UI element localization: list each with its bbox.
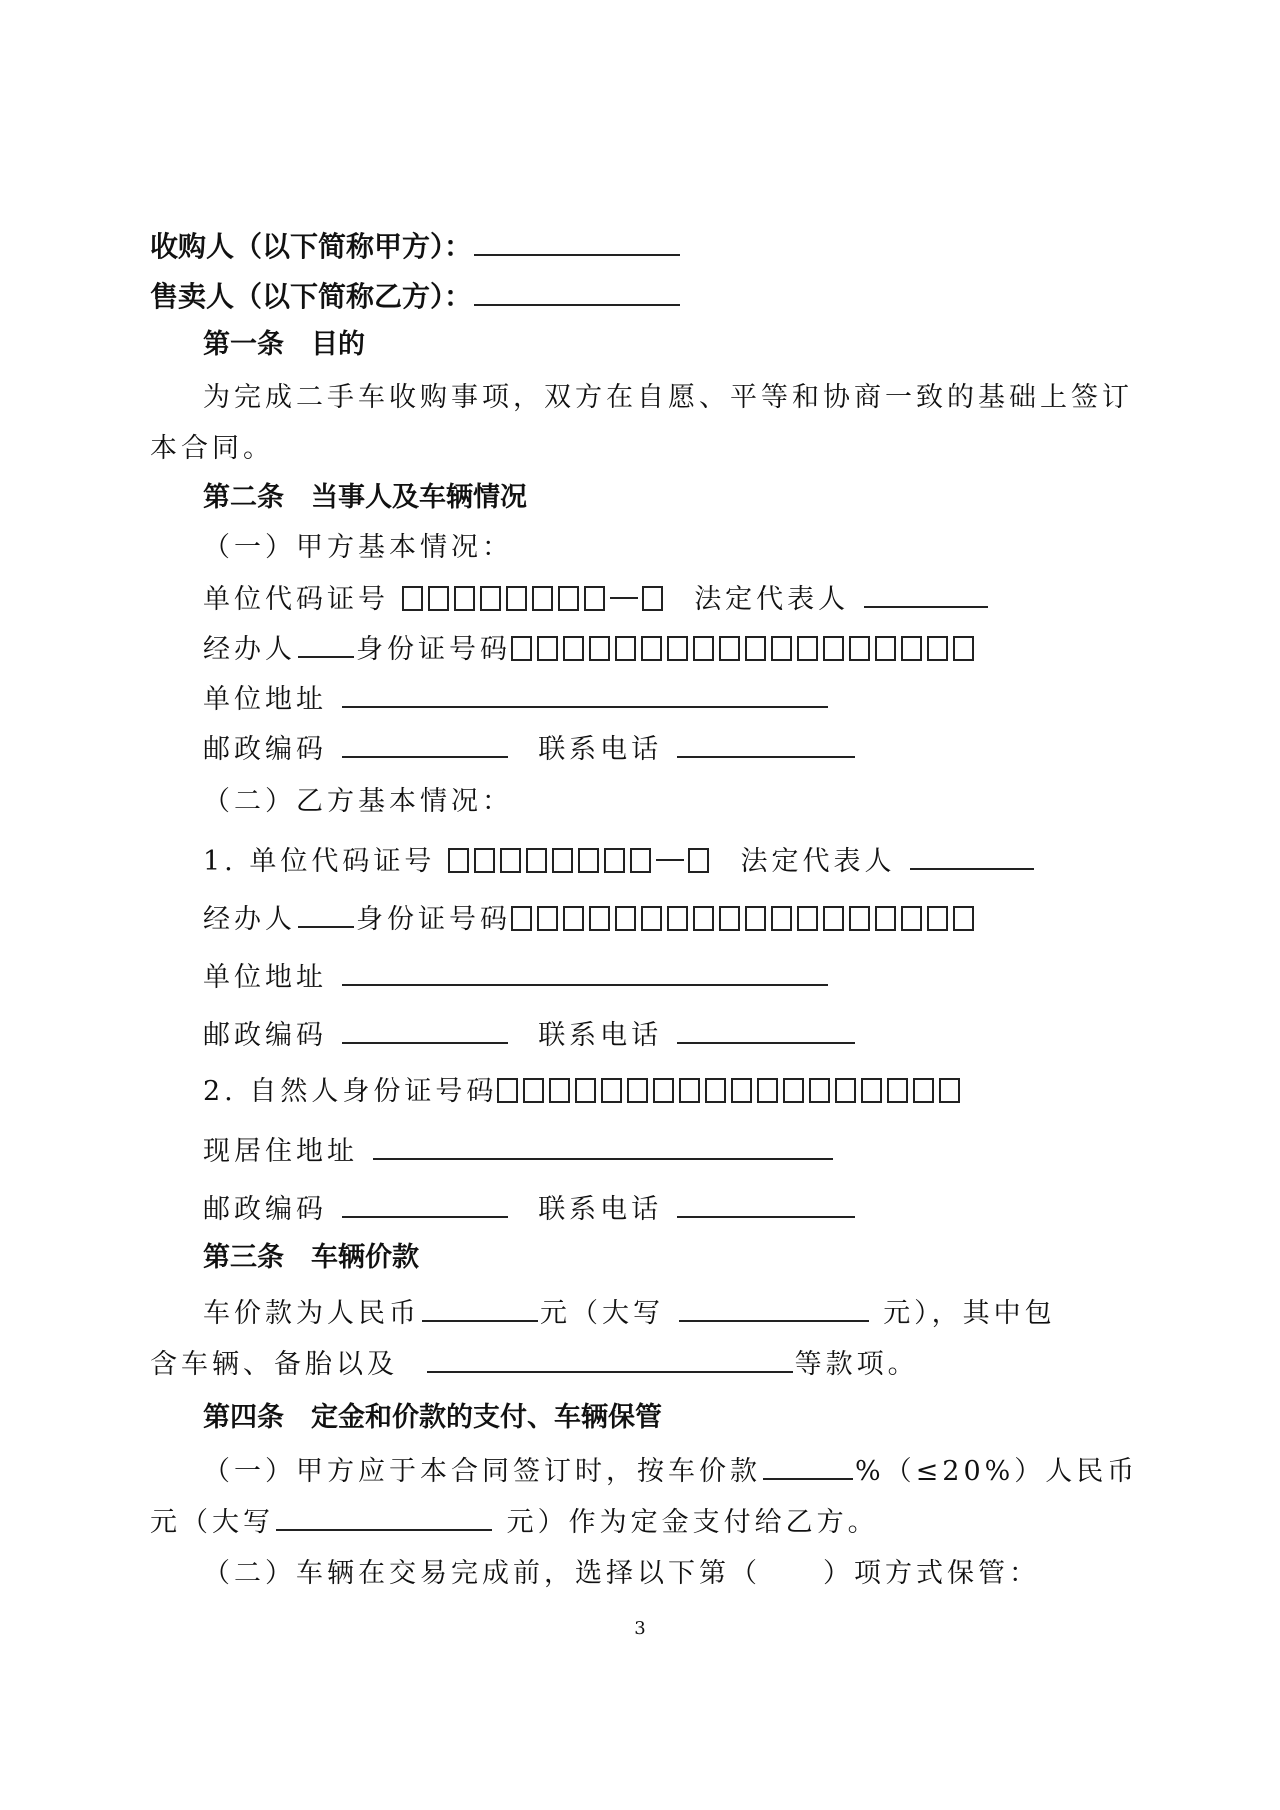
custody-option-label: （二）车辆在交易完成前，选择以下第（ ）项方式保管： <box>203 1558 1040 1589</box>
article3-title: 第三条 车辆价款 <box>203 1242 419 1273</box>
party-b-natural-id-boxes[interactable] <box>497 1076 965 1107</box>
party-b-postcode2-blank[interactable] <box>342 1190 508 1218</box>
party-b-org-code-label: 1. 单位代码证号 <box>203 846 436 877</box>
party-b-phone-blank[interactable] <box>677 1016 855 1044</box>
party-a-phone-label: 联系电话 <box>538 734 663 765</box>
party-a-handler-line <box>203 630 979 666</box>
article1-title: 第一条 目的 <box>203 329 365 360</box>
party-b-postcode-label: 邮政编码 <box>203 1020 327 1051</box>
party-a-heading: （一）甲方基本情况： <box>203 532 513 563</box>
price-amount-blank[interactable] <box>422 1294 538 1322</box>
party-b-handler-blank[interactable] <box>298 900 354 928</box>
party-a-phone-blank[interactable] <box>677 730 855 758</box>
party-b-natural-id-line <box>203 1074 965 1110</box>
buyer-line <box>150 228 682 264</box>
party-b-heading: （二）乙方基本情况： <box>203 786 513 817</box>
party-b-legal-rep-blank[interactable] <box>910 842 1034 870</box>
party-b-org-code-boxes[interactable] <box>448 846 714 877</box>
party-b-legal-rep-label: 法定代表人 <box>740 846 896 877</box>
party-b-handler-label: 经办人 <box>203 904 296 935</box>
page-number: 3 <box>634 1618 646 1639</box>
buyer-name-blank[interactable] <box>474 228 680 256</box>
party-a-contact-line <box>203 730 857 766</box>
seller-name-blank[interactable] <box>474 278 680 306</box>
party-a-address-line <box>203 680 830 716</box>
party-b-address-blank[interactable] <box>342 958 828 986</box>
party-a-postcode-blank[interactable] <box>342 730 508 758</box>
deposit-capital-blank[interactable] <box>276 1503 492 1531</box>
deposit-capital-label: 元（大写 <box>150 1507 274 1538</box>
party-a-address-blank[interactable] <box>342 680 828 708</box>
party-b-residence-line <box>203 1132 835 1168</box>
price-capital-label: 元（大写 <box>540 1298 664 1329</box>
deposit-label: （一）甲方应于本合同签订时，按车价款 <box>203 1456 761 1487</box>
party-a-id-boxes[interactable] <box>511 634 979 665</box>
deposit-suffix: 元）作为定金支付给乙方。 <box>506 1507 879 1538</box>
party-a-org-code-label: 单位代码证号 <box>203 584 389 615</box>
seller-line <box>150 278 682 314</box>
party-a-handler-blank[interactable] <box>298 630 354 658</box>
party-b-org-line <box>203 842 1036 878</box>
buyer-label: 收购人（以下简称甲方）： <box>150 230 473 263</box>
party-b-postcode2-label: 邮政编码 <box>203 1194 327 1225</box>
article3-price-line <box>203 1294 1056 1330</box>
article3-includes-line <box>150 1345 919 1381</box>
party-b-phone2-blank[interactable] <box>677 1190 855 1218</box>
party-b-phone-label: 联系电话 <box>538 1020 663 1051</box>
party-a-legal-rep-label: 法定代表人 <box>694 584 850 615</box>
party-b-id-boxes[interactable] <box>511 904 979 935</box>
party-b-phone2-label: 联系电话 <box>538 1194 663 1225</box>
party-b-contact-line <box>203 1016 857 1052</box>
party-b-address-line <box>203 958 830 994</box>
party-a-org-line <box>203 580 990 616</box>
deposit-percent-blank[interactable] <box>763 1452 853 1480</box>
article1-text-line2: 本合同。 <box>150 433 274 464</box>
party-b-residence-label: 现居住地址 <box>203 1136 358 1167</box>
party-b-address-label: 单位地址 <box>203 962 327 993</box>
article4-item1-line1 <box>203 1452 1138 1488</box>
deposit-percent-label: %（≤20%）人民币 <box>855 1456 1139 1487</box>
party-b-handler-line <box>203 900 979 936</box>
article4-item2 <box>203 1556 1040 1592</box>
party-b-residence-blank[interactable] <box>373 1132 833 1160</box>
party-a-legal-rep-blank[interactable] <box>864 580 988 608</box>
party-b-postcode-blank[interactable] <box>342 1016 508 1044</box>
article1-text-line1: 为完成二手车收购事项，双方在自愿、平等和协商一致的基础上签订 <box>203 382 1133 413</box>
includes-items-blank[interactable] <box>427 1345 793 1373</box>
price-label: 车价款为人民币 <box>203 1298 420 1329</box>
article4-item1-line2 <box>150 1503 879 1539</box>
article2-title: 第二条 当事人及车辆情况 <box>203 482 527 513</box>
article4-title: 第四条 定金和价款的支付、车辆保管 <box>203 1402 662 1433</box>
party-b-contact2-line <box>203 1190 857 1226</box>
seller-label: 售卖人（以下简称乙方）： <box>150 280 473 313</box>
includes-label: 含车辆、备胎以及 <box>150 1349 398 1380</box>
price-capital-blank[interactable] <box>679 1294 869 1322</box>
party-a-postcode-label: 邮政编码 <box>203 734 327 765</box>
party-b-id-label: 身份证号码 <box>356 904 511 935</box>
party-a-address-label: 单位地址 <box>203 684 327 715</box>
party-a-handler-label: 经办人 <box>203 634 296 665</box>
party-a-id-label: 身份证号码 <box>356 634 511 665</box>
party-a-org-code-boxes[interactable] <box>402 584 668 615</box>
price-includes-label: 元），其中包 <box>883 1298 1056 1329</box>
party-b-natural-id-label: 2. 自然人身份证号码 <box>203 1076 498 1107</box>
includes-suffix: 等款项。 <box>794 1349 919 1380</box>
